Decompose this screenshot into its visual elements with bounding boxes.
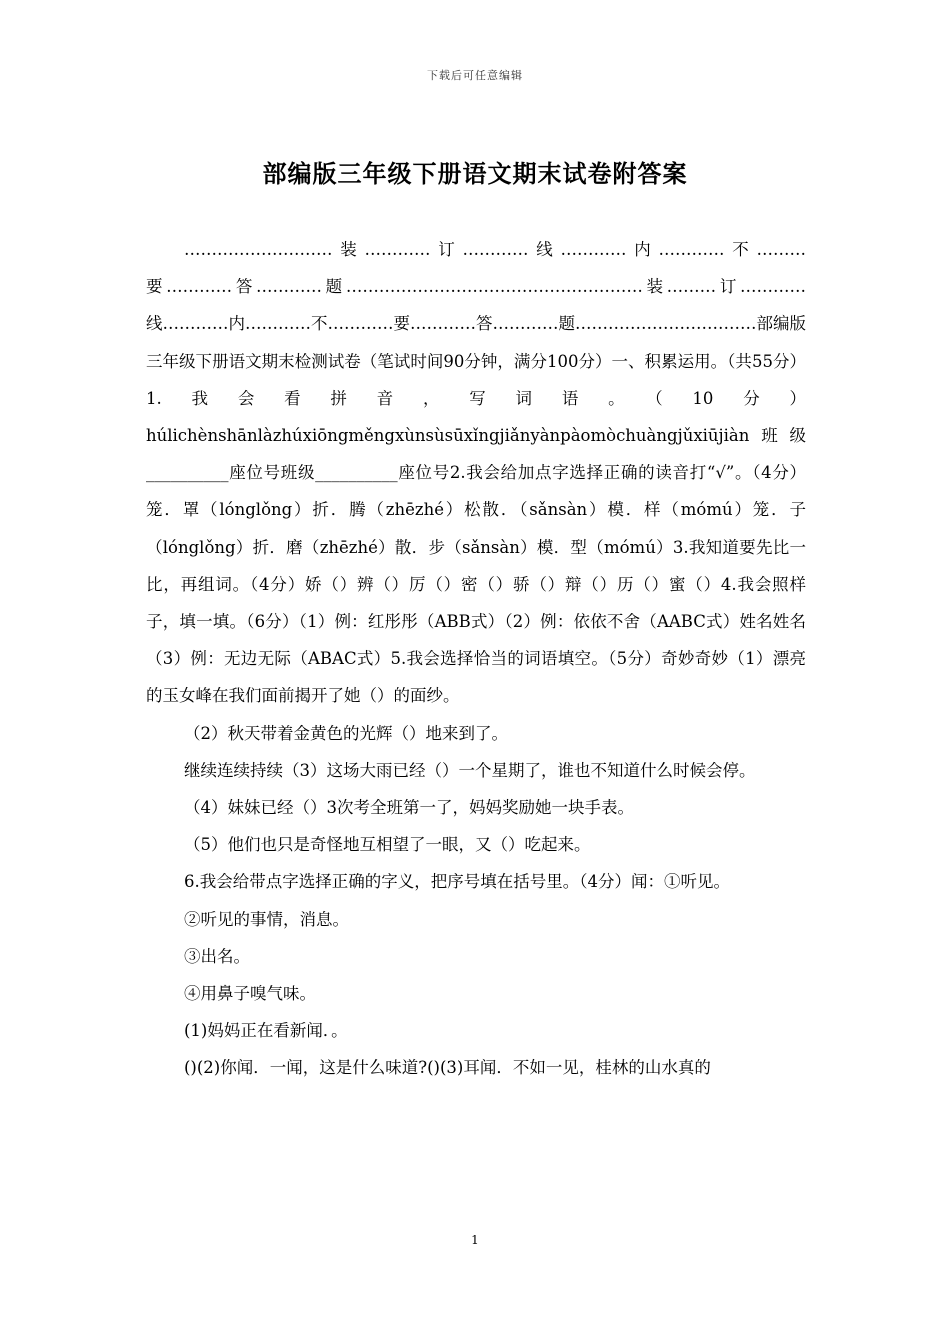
document-body bbox=[146, 231, 806, 1087]
body-paragraph: ………………………装…………订…………线…………内…………不………要…………答…………题………………………………………………装………订…………线…………内…………不…………要…………答…………题……………………………部编版三年级下册语文期末检测试卷（笔试时间90分钟，满分100分）一、积累运用。（共55分）1.我会看拼音，写词语。（10分）húlichènshānlàzhúxiōngměngxùnsùsūxǐngjiǎnyànpàomòchuàngjǔxiūjiàn班级__________座位号班级__________座位号2.我会给加点字选择正确的读音打“√”。（4分）笼．罩（lónglǒng）折．腾（zhēzhé）松散．（sǎnsàn）模．样（mómú）笼．子（lónglǒng）折．磨（zhēzhé）散．步（sǎnsàn）模．型（mómú）3.我知道要先比一比，再组词。（4分）娇（）辨（）厉（）密（）骄（）辩（）历（）蜜（）4.我会照样子，填一填。（6分）（1）例：红彤彤（ABB式）（2）例：依依不舍（AABC式）姓名姓名（3）例：无边无际（ABAC式）5.我会选择恰当的词语填空。（5分）奇妙奇妙（1）漂亮的玉女峰在我们面前揭开了她（）的面纱。 bbox=[146, 240, 806, 706]
page-number: 1 bbox=[471, 1233, 479, 1247]
body-paragraph: 继续连续持续（3）这场大雨已经（）一个星期了，谁也不知道什么时候会停。 bbox=[184, 760, 756, 780]
body-paragraph: 6.我会给带点字选择正确的字义，把序号填在括号里。（4分）闻：①听见。 bbox=[184, 872, 730, 892]
page-header: 下载后可任意编辑 bbox=[427, 69, 523, 82]
body-paragraph: ②听见的事情，消息。 bbox=[184, 909, 349, 929]
body-paragraph: ③出名。 bbox=[184, 946, 250, 966]
body-paragraph: （5）他们也只是奇怪地互相望了一眼，又（）吃起来。 bbox=[184, 835, 591, 855]
body-paragraph: （2）秋天带着金黄色的光辉（）地来到了。 bbox=[184, 723, 508, 743]
body-paragraph: ④用鼻子嗅气味。 bbox=[184, 984, 316, 1004]
document-title: 部编版三年级下册语文期末试卷附答案 bbox=[262, 160, 688, 188]
body-paragraph: ()(2)你闻．一闻，这是什么味道?()(3)耳闻．不如一见，桂林的山水真的 bbox=[184, 1058, 711, 1078]
body-paragraph: (1)妈妈正在看新闻．。 bbox=[184, 1021, 348, 1041]
body-paragraph: （4）妹妹已经（）3次考全班第一了，妈妈奖励她一块手表。 bbox=[184, 798, 634, 818]
